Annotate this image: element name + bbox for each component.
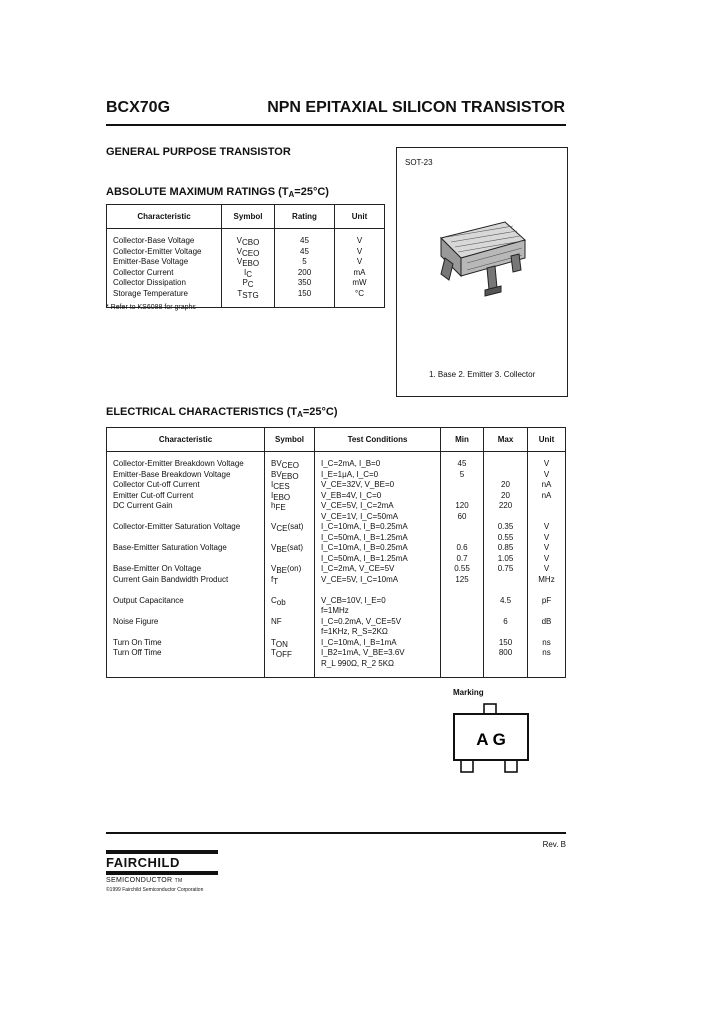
header-rule — [106, 124, 566, 126]
elec-row-max — [485, 659, 526, 670]
abs-row-unit: V — [356, 236, 363, 245]
elec-row-max — [485, 627, 526, 638]
logo-subtext: SEMICONDUCTOR TM — [106, 877, 183, 884]
document-title: NPN EPITAXIAL SILICON TRANSISTOR — [267, 99, 565, 116]
elec-row-unit: V — [543, 459, 550, 468]
col-header-characteristic: Characteristic — [107, 428, 265, 452]
elec-row-symbol — [271, 606, 313, 617]
elec-row-unit: V — [543, 532, 550, 542]
elec-row-unit: ns — [542, 648, 551, 657]
elec-col-characteristic — [107, 452, 265, 678]
graphs-note: * Refer to KS6088 for graphs — [106, 304, 196, 311]
elec-row-characteristic — [113, 554, 263, 565]
elec-row-symbol: VBE(on) — [271, 564, 302, 575]
marking-code: A G — [476, 730, 506, 749]
document-subtitle: GENERAL PURPOSE TRANSISTOR — [106, 146, 291, 158]
copyright-text: ©1999 Fairchild Semiconductor Corporation — [106, 887, 204, 893]
elec-row-characteristic: Base-Emitter On Voltage — [113, 564, 202, 573]
elec-row-min: 125 — [455, 574, 469, 584]
part-number: BCX70G — [106, 99, 171, 116]
abs-col-unit — [335, 229, 385, 308]
elec-row-max — [485, 575, 526, 586]
abs-row-symbol: VCBO — [236, 236, 260, 247]
elec-row-test-condition: I_C=2mA, I_B=0 — [321, 459, 381, 468]
elec-row-characteristic: Turn On Time — [113, 637, 162, 647]
elec-row-max — [485, 585, 526, 596]
elec-row-symbol: NF — [271, 616, 282, 626]
elec-row-max — [485, 606, 526, 617]
elec-row-unit: nA — [541, 480, 552, 489]
elec-row-test-condition: V_CE=1V, I_C=50mA — [321, 511, 399, 521]
elec-col-min — [441, 452, 484, 678]
elec-row-max: 0.35 — [497, 522, 514, 531]
absolute-max-table — [106, 204, 385, 308]
elec-col-test-conditions — [315, 452, 441, 678]
elec-row-unit: nA — [541, 490, 552, 500]
elec-row-symbol: TON — [271, 637, 288, 649]
abs-row-rating: 150 — [297, 288, 312, 298]
marking-package-icon — [452, 702, 532, 776]
abs-row-characteristic: Collector Dissipation — [113, 278, 186, 287]
elec-row-min — [442, 648, 482, 659]
elec-col-unit — [528, 452, 566, 678]
elec-row-unit — [529, 627, 564, 638]
abs-col-symbol — [222, 229, 275, 308]
abs-row-symbol: PC — [242, 278, 254, 289]
elec-row-characteristic: Collector-Emitter Breakdown Voltage — [113, 459, 244, 468]
abs-row-rating: 5 — [302, 257, 307, 266]
elec-row-characteristic: Emitter-Base Breakdown Voltage — [113, 469, 231, 479]
elec-row-test-condition: I_C=0.2mA, V_CE=5V — [321, 616, 402, 626]
elec-row-unit: V — [543, 543, 550, 552]
elec-row-symbol: Cob — [271, 595, 286, 607]
electrical-characteristics-heading: ELECTRICAL CHARACTERISTICS $(T_A=25^\circ C)$ — [106, 406, 338, 419]
abs-row-characteristic: Emitter-Base Voltage — [113, 257, 189, 266]
elec-row-test-condition: f=1MHz — [321, 606, 349, 615]
elec-row-unit: V — [543, 564, 550, 573]
elec-row-min — [442, 596, 482, 607]
abs-row-characteristic: Collector Current — [113, 267, 174, 277]
package-box — [396, 147, 568, 397]
elec-row-max: 220 — [498, 501, 513, 510]
elec-row-symbol — [271, 512, 313, 523]
abs-row-characteristic: Collector-Emitter Voltage — [113, 246, 202, 256]
abs-row-characteristic: Storage Temperature — [113, 288, 189, 298]
elec-row-unit — [529, 512, 564, 523]
elec-row-test-condition: I_C=2mA, V_CE=5V — [321, 564, 395, 573]
elec-row-unit: V — [543, 553, 550, 563]
elec-row-max — [485, 512, 526, 523]
elec-row-test-condition: I_C=50mA, I_B=1.25mA — [321, 532, 408, 542]
col-header-characteristic: Characteristic — [107, 205, 222, 229]
elec-row-test-condition: I_C=10mA, I_B=1mA — [321, 637, 397, 647]
elec-row-characteristic — [113, 533, 263, 544]
elec-row-max: 0.75 — [497, 564, 514, 573]
elec-row-symbol — [271, 533, 313, 544]
electrical-characteristics-table — [106, 427, 566, 678]
elec-row-min: 120 — [455, 501, 469, 510]
fairchild-logo — [106, 850, 218, 884]
abs-row-rating: 45 — [300, 236, 309, 245]
abs-row-unit: V — [356, 257, 363, 266]
revision-label: Rev. B — [542, 840, 566, 849]
elec-row-min: 60 — [457, 511, 467, 521]
elec-row-symbol: fT — [271, 574, 279, 586]
elec-row-unit: dB — [541, 616, 552, 626]
elec-row-test-condition: V_EB=4V, I_C=0 — [321, 490, 382, 500]
elec-row-characteristic: Noise Figure — [113, 616, 159, 626]
elec-row-min: 0.55 — [454, 564, 470, 573]
abs-row-symbol: VCEO — [236, 246, 260, 258]
elec-row-max: 20 — [501, 490, 510, 500]
elec-row-symbol: IEBO — [271, 490, 291, 502]
elec-row-unit: pF — [541, 595, 552, 605]
elec-row-unit: V — [543, 469, 550, 479]
elec-row-symbol: BVEBO — [271, 469, 299, 481]
elec-row-max — [485, 470, 526, 481]
elec-col-max — [484, 452, 528, 678]
abs-row-rating: 350 — [297, 278, 312, 287]
elec-row-test-condition: I_C=50mA, I_B=1.25mA — [321, 553, 408, 563]
abs-col-rating — [275, 229, 335, 308]
col-header-test-conditions: Test Conditions — [315, 428, 441, 452]
elec-row-characteristic — [113, 606, 263, 617]
elec-row-test-condition: V_CE=32V, V_BE=0 — [321, 480, 395, 489]
elec-row-test-condition: V_CE=5V, I_C=2mA — [321, 501, 394, 510]
logo-wordmark: FAIRCHILD — [106, 855, 180, 870]
elec-row-characteristic: Emitter Cut-off Current — [113, 490, 194, 500]
elec-row-min — [442, 533, 482, 544]
elec-row-symbol: VCE(sat) — [271, 522, 304, 533]
elec-row-characteristic: Output Capacitance — [113, 595, 184, 605]
elec-row-test-condition — [321, 585, 439, 596]
marking-title: Marking — [453, 688, 484, 697]
elec-row-unit — [529, 606, 564, 617]
elec-row-characteristic — [113, 659, 263, 670]
abs-row-unit: V — [356, 246, 363, 256]
elec-row-symbol: ICES — [271, 480, 290, 491]
abs-row-unit: mW — [352, 278, 367, 287]
col-header-symbol: Symbol — [222, 205, 275, 229]
elec-row-min — [442, 617, 482, 628]
elec-row-unit: ns — [542, 637, 551, 647]
elec-row-max: 1.05 — [497, 553, 514, 563]
abs-col-characteristic — [107, 229, 222, 308]
elec-row-characteristic: Current Gain Bandwidth Product — [113, 574, 229, 584]
elec-row-test-condition: R_L 990Ω, R_2 5KΩ — [321, 658, 395, 668]
elec-row-min: 0.7 — [456, 553, 468, 563]
abs-row-symbol: IC — [243, 267, 252, 279]
elec-col-symbol — [265, 452, 315, 678]
elec-row-test-condition: f=1KHz, R_S=2KΩ — [321, 627, 388, 636]
elec-row-characteristic: Collector-Emitter Saturation Voltage — [113, 522, 241, 531]
elec-row-unit: V — [543, 522, 550, 531]
elec-row-unit — [529, 659, 564, 670]
elec-row-symbol: BVCEO — [271, 459, 300, 470]
elec-row-max: 4.5 — [499, 595, 512, 605]
elec-row-max: 0.55 — [497, 532, 514, 542]
elec-row-test-condition: I_C=10mA, I_B=0.25mA — [321, 522, 408, 531]
abs-row-unit: mA — [353, 267, 366, 277]
elec-row-max: 20 — [501, 480, 510, 489]
elec-row-characteristic: Turn Off Time — [113, 648, 162, 657]
pin-description: 1. Base 2. Emitter 3. Collector — [429, 370, 536, 379]
elec-row-characteristic — [113, 627, 263, 638]
logo-bar-top — [106, 850, 218, 854]
elec-row-symbol: VBE(sat) — [271, 543, 304, 554]
elec-row-min: 45 — [457, 459, 467, 468]
elec-row-symbol: TOFF — [271, 648, 292, 659]
elec-row-symbol: hFE — [271, 501, 286, 512]
abs-row-characteristic: Collector-Base Voltage — [113, 236, 195, 245]
elec-row-test-condition: I_B2=1mA, V_BE=3.6V — [321, 648, 405, 657]
abs-row-symbol: VEBO — [236, 257, 260, 268]
elec-row-min — [442, 606, 482, 617]
logo-bar-bottom — [106, 871, 218, 875]
elec-row-characteristic — [113, 585, 263, 596]
elec-row-max: 0.85 — [497, 543, 514, 552]
elec-row-min — [442, 522, 482, 533]
elec-row-max: 150 — [498, 637, 513, 647]
absolute-max-heading: ABSOLUTE MAXIMUM RATINGS $(T_A=25^\circ C)$ — [106, 186, 329, 199]
col-header-min: Min — [441, 428, 484, 452]
elec-row-characteristic: Collector Cut-off Current — [113, 480, 200, 489]
elec-row-min — [442, 491, 482, 502]
abs-row-symbol: TSTG — [237, 288, 259, 300]
elec-row-min: 0.6 — [456, 543, 468, 552]
abs-row-rating: 200 — [297, 267, 312, 277]
elec-row-characteristic: DC Current Gain — [113, 501, 173, 510]
elec-row-min: 5 — [459, 469, 465, 479]
elec-row-max: 800 — [498, 648, 513, 657]
elec-row-unit: MHz — [538, 574, 555, 584]
abs-row-rating: 45 — [300, 246, 309, 256]
elec-row-test-condition: V_CB=10V, I_E=0 — [321, 595, 386, 605]
elec-row-unit — [529, 585, 564, 596]
elec-row-min — [442, 659, 482, 670]
elec-row-min — [442, 638, 482, 649]
elec-row-characteristic: Base-Emitter Saturation Voltage — [113, 543, 227, 552]
elec-row-symbol — [271, 585, 313, 596]
col-header-max: Max — [484, 428, 528, 452]
col-header-rating: Rating — [275, 205, 335, 229]
footer-rule — [106, 832, 566, 834]
elec-row-test-condition: I_E=1μA, I_C=0 — [321, 469, 379, 479]
col-header-symbol: Symbol — [265, 428, 315, 452]
elec-row-symbol — [271, 554, 313, 565]
elec-row-symbol — [271, 659, 313, 670]
elec-row-test-condition: V_CE=5V, I_C=10mA — [321, 574, 399, 584]
abs-row-unit: °C — [355, 288, 364, 298]
elec-row-min — [442, 627, 482, 638]
elec-row-max: 6 — [503, 616, 508, 626]
sot23-package-icon — [427, 218, 537, 313]
col-header-unit: Unit — [335, 205, 385, 229]
elec-row-min — [442, 585, 482, 596]
package-label: SOT-23 — [405, 158, 433, 167]
elec-row-unit — [529, 501, 564, 512]
elec-row-min — [442, 480, 482, 491]
elec-row-max — [485, 459, 526, 470]
col-header-unit: Unit — [528, 428, 566, 452]
elec-row-characteristic — [113, 512, 263, 523]
elec-row-symbol — [271, 627, 313, 638]
elec-row-test-condition: I_C=10mA, I_B=0.25mA — [321, 543, 408, 552]
